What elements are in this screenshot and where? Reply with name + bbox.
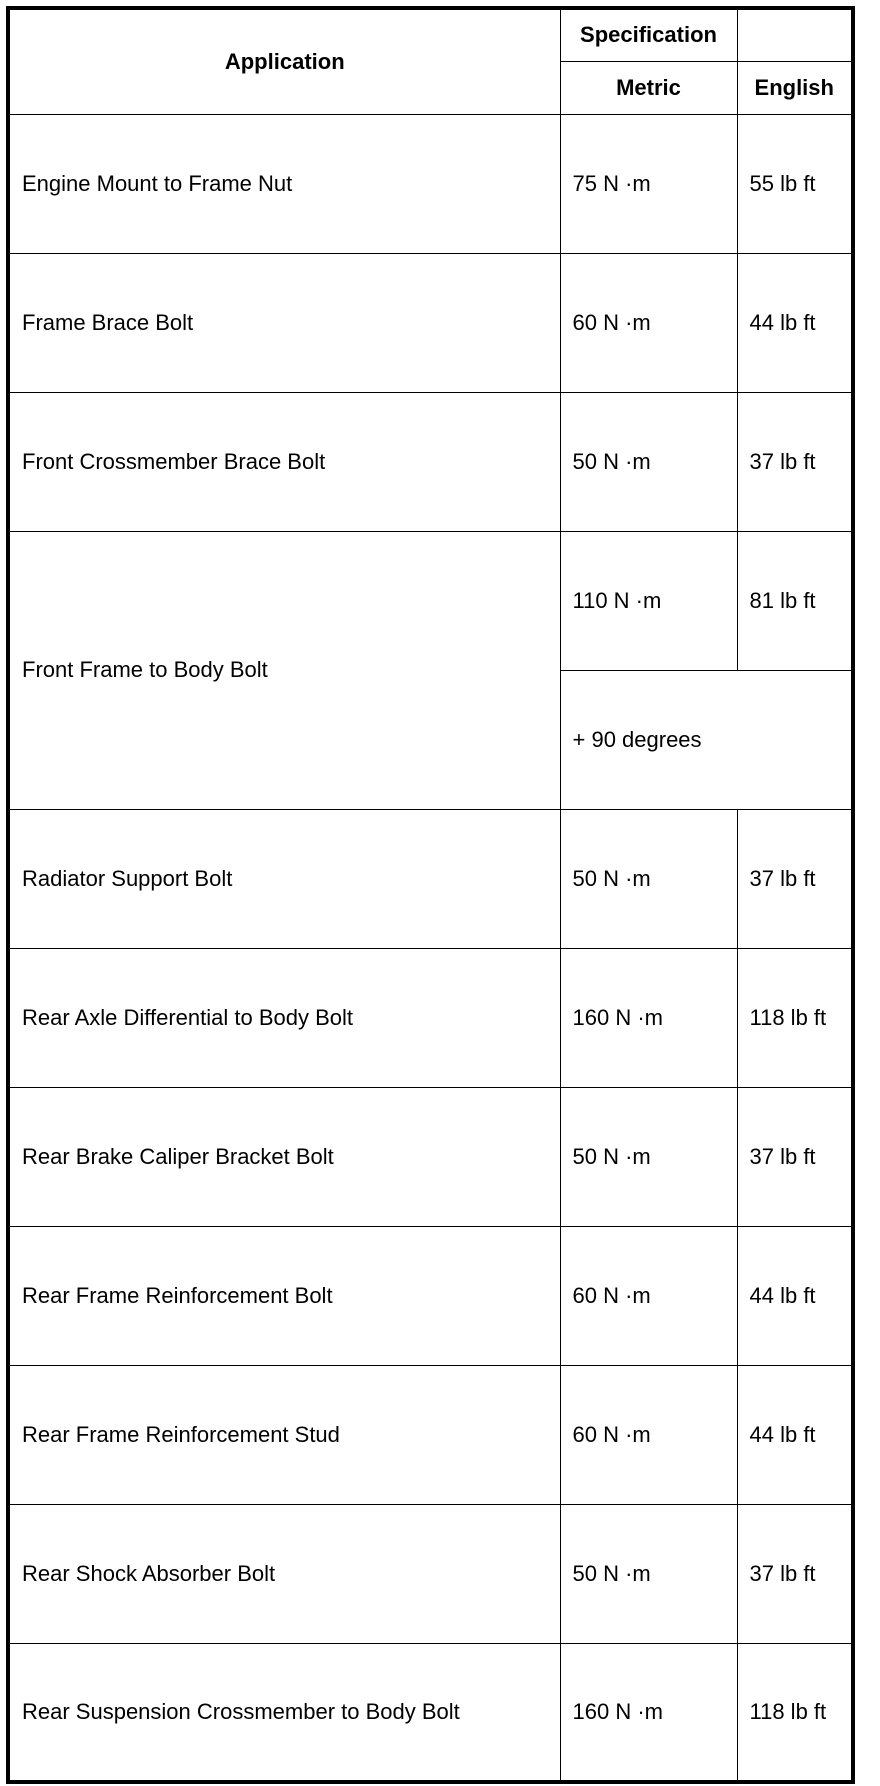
english-cell: 37 lb ft: [737, 392, 853, 531]
application-cell: Frame Brace Bolt: [8, 253, 560, 392]
english-cell: 37 lb ft: [737, 1087, 853, 1226]
english-cell: 118 lb ft: [737, 948, 853, 1087]
metric-cell: 110 N ·m: [560, 531, 737, 670]
table-row: [8, 948, 853, 1087]
english-cell: 118 lb ft: [737, 1643, 853, 1782]
application-cell: Front Frame to Body Bolt: [8, 531, 560, 809]
application-cell: Radiator Support Bolt: [8, 809, 560, 948]
metric-cell: 75 N ·m: [560, 114, 737, 253]
metric-cell: 60 N ·m: [560, 253, 737, 392]
table-row: [8, 1087, 853, 1226]
header-blank: [737, 8, 853, 61]
metric-cell: 50 N ·m: [560, 392, 737, 531]
header-specification: Specification: [560, 8, 737, 61]
table-row: [8, 1226, 853, 1365]
application-cell: Rear Axle Differential to Body Bolt: [8, 948, 560, 1087]
metric-cell: 60 N ·m: [560, 1226, 737, 1365]
application-cell: Rear Brake Caliper Bracket Bolt: [8, 1087, 560, 1226]
table-row: [8, 392, 853, 531]
header-english: English: [737, 61, 853, 114]
english-cell: 44 lb ft: [737, 1226, 853, 1365]
table-row: [8, 114, 853, 253]
table-row: [8, 1365, 853, 1504]
metric-cell: 60 N ·m: [560, 1365, 737, 1504]
header-metric: Metric: [560, 61, 737, 114]
torque-specification-table: [6, 6, 855, 1784]
english-cell: 44 lb ft: [737, 253, 853, 392]
metric-cell: 50 N ·m: [560, 1087, 737, 1226]
english-cell: 81 lb ft: [737, 531, 853, 670]
metric-cell: 160 N ·m: [560, 1643, 737, 1782]
header-row-top: [8, 8, 853, 61]
table-row: [8, 809, 853, 948]
application-cell: Rear Suspension Crossmember to Body Bolt: [8, 1643, 560, 1782]
header-application: Application: [8, 8, 560, 114]
english-cell: 55 lb ft: [737, 114, 853, 253]
metric-cell: 50 N ·m: [560, 809, 737, 948]
english-cell: 37 lb ft: [737, 809, 853, 948]
english-cell: 44 lb ft: [737, 1365, 853, 1504]
table-row: [8, 253, 853, 392]
metric-cell: 50 N ·m: [560, 1504, 737, 1643]
additional-spec-cell: + 90 degrees: [560, 670, 853, 809]
application-cell: Rear Frame Reinforcement Stud: [8, 1365, 560, 1504]
table-row: [8, 531, 853, 670]
english-cell: 37 lb ft: [737, 1504, 853, 1643]
application-cell: Front Crossmember Brace Bolt: [8, 392, 560, 531]
application-cell: Engine Mount to Frame Nut: [8, 114, 560, 253]
application-cell: Rear Shock Absorber Bolt: [8, 1504, 560, 1643]
table-row: [8, 1643, 853, 1782]
metric-cell: 160 N ·m: [560, 948, 737, 1087]
application-cell: Rear Frame Reinforcement Bolt: [8, 1226, 560, 1365]
table-row: [8, 1504, 853, 1643]
